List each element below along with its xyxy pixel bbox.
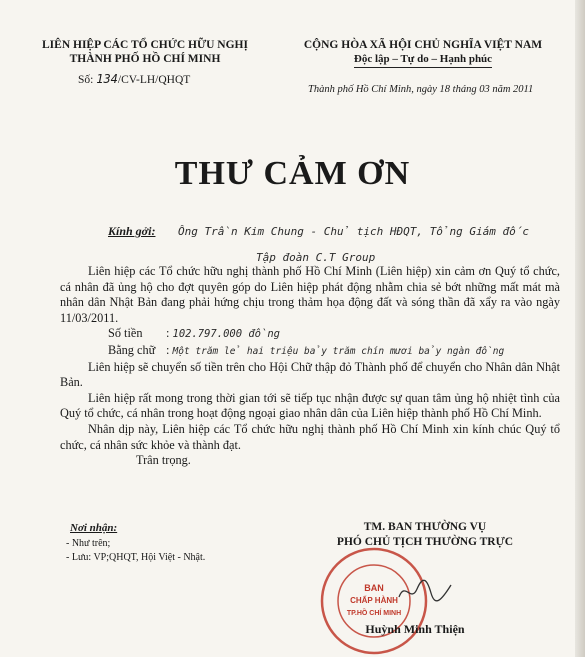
signer-name: Huỳnh Minh Thiện (365, 622, 465, 636)
org-name-line2: THÀNH PHỐ HỒ CHÍ MINH (69, 53, 221, 65)
national-motto: Độc lập – Tự do – Hạnh phúc (354, 52, 492, 68)
body-paragraph-3: Liên hiệp rất mong trong thời gian tới sẽ tiếp tục nhận được sự quan tâm ủng hộ nhiệt tình của Quý tổ chức, cá nhân trong hoạt động ngoại giao nhân dân của Liên hiệp thành phố Hồ Chí Minh. (60, 390, 560, 421)
body-paragraph-1: Liên hiệp các Tổ chức hữu nghị thành phố Hồ Chí Minh (Liên hiệp) xin cảm ơn Quý tổ chức, cá nhân đã ủng hộ cho đợt quyên góp do Liên hiệp phát động nhằm chia sẻ bớt những mất mát mà nhân dân Nhật Bản đang phải hứng chịu trong thảm họa động đất và sóng thần đã xẩy ra vào ngày 11/03/2011. (60, 264, 560, 325)
org-name-line1: LIÊN HIỆP CÁC TỔ CHỨC HỮU NGHỊ (42, 39, 248, 51)
words-label: Bằng chữ (108, 342, 156, 357)
signature-title-line1: TM. BAN THƯỜNG VỤ (363, 521, 487, 533)
national-header (288, 38, 558, 68)
body-paragraph-4: Nhân dịp này, Liên hiệp các Tổ chức hữu nghị thành phố Hồ Chí Minh xin kính chúc Quý tổ chức, cá nhân sức khỏe và thành đạt. (60, 421, 560, 452)
country-name: CỘNG HÒA XÃ HỘI CHỦ NGHĨA VIỆT NAM (303, 39, 543, 51)
recipients-label: Nơi nhận: (70, 522, 118, 534)
amount-colon: : (166, 326, 170, 341)
words-colon: : (166, 342, 170, 357)
recipients-list (66, 537, 205, 565)
addressee-line1: Ông Trần Kim Chung - Chủ tịch HĐQT, Tổng Giám đốc (178, 225, 529, 238)
handwritten-signature (395, 575, 455, 605)
recipient-item: - Lưu: VP;QHQT, Hội Việt - Nhật. (66, 552, 206, 563)
amount-label: Số tiền (108, 326, 143, 341)
ref-suffix: /CV-LH/QHQT (117, 74, 191, 86)
body-paragraph-2: Liên hiệp sẽ chuyển số tiền trên cho Hội Chữ thập đỏ Thành phố để chuyển cho Nhân dân Nhật Bản. (60, 359, 560, 390)
stamp-text-line2: CHẤP HÀNH (350, 596, 398, 605)
recipient-item: - Như trên; (66, 538, 111, 549)
stamp-text-line3: TP.HỒ CHÍ MINH (346, 610, 402, 617)
document-title: THƯ CẢM ƠN (174, 155, 411, 192)
addressee-label: Kính gởi: (108, 224, 156, 238)
closing-line: Trân trọng. (136, 453, 191, 468)
reference-number (78, 72, 190, 86)
addressee-line2: Tập đoàn C.T Group (256, 251, 376, 264)
amount-value-handwritten: 102.797.000 đồng (172, 328, 280, 341)
scan-edge-shadow (575, 0, 585, 657)
place-and-date: Thành phố Hồ Chí Minh, ngày 18 tháng 03 năm 2011 (308, 84, 534, 95)
amount-row (60, 326, 560, 343)
organization-header (30, 38, 260, 66)
words-value-handwritten: Một trăm lẻ hai triệu bảy trăm chín mươi bảy ngàn đồng (172, 345, 505, 357)
amount-in-words-row (60, 343, 560, 360)
ref-prefix: Số: (78, 74, 94, 86)
letter-body (60, 264, 560, 469)
stamp-text-line1: BAN (364, 583, 384, 593)
signature-title-line2: PHÓ CHỦ TỊCH THƯỜNG TRỰC (336, 536, 514, 548)
ref-number-handwritten: 134 (96, 72, 118, 86)
